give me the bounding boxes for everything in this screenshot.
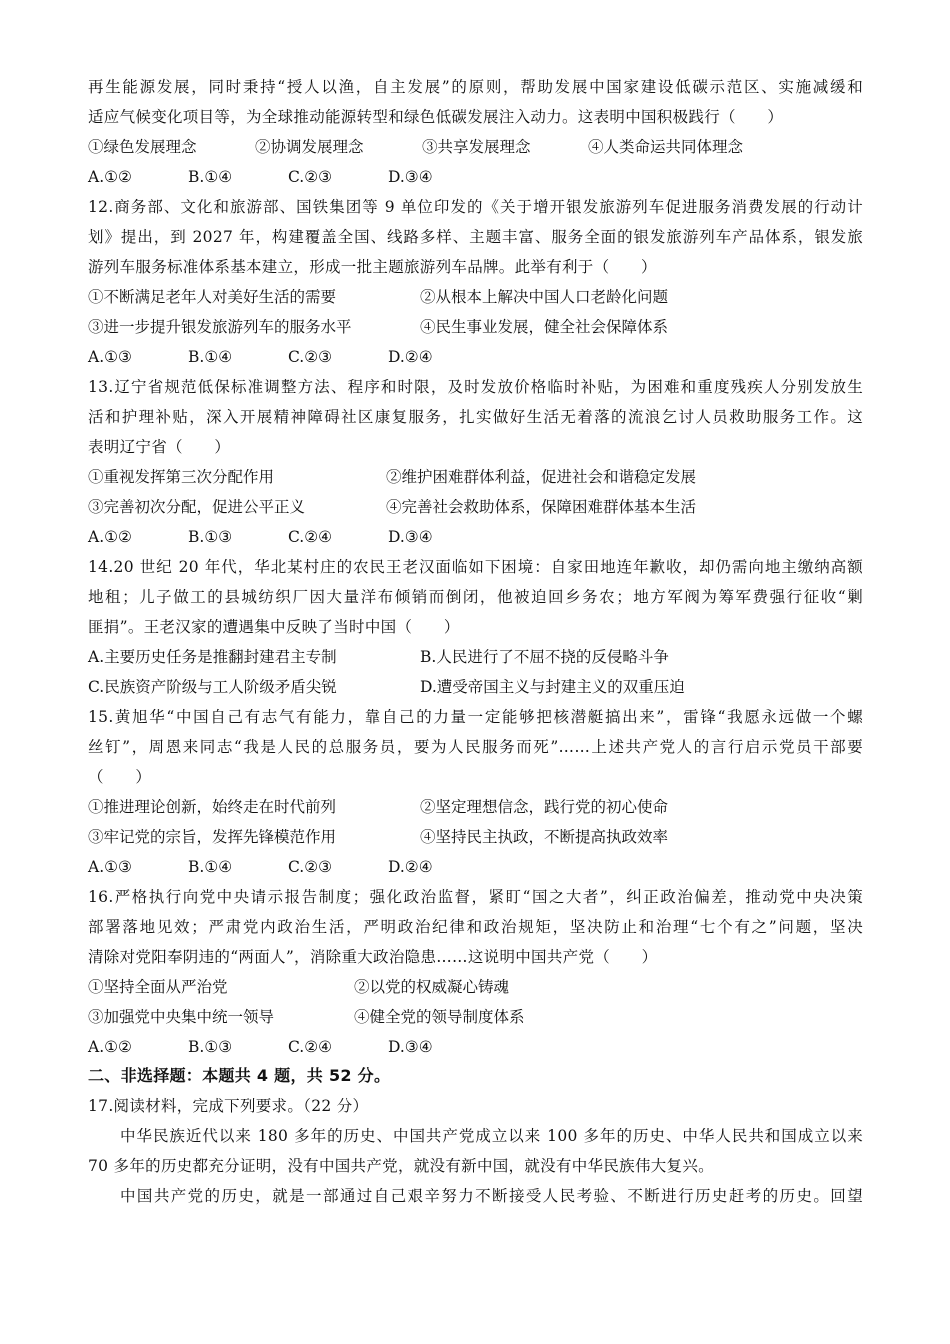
q11-item-1: ①绿色发展理念	[88, 138, 197, 156]
q12-choice-b: B.①④	[188, 348, 233, 366]
q12-choice-a: A.①③	[88, 348, 132, 366]
q15-choice-c: C.②③	[288, 858, 333, 876]
q14-option-b: B.人民进行了不屈不挠的反侵略斗争	[420, 648, 669, 666]
q11-choice-d: D.③④	[388, 168, 433, 186]
q15-choice-b: B.①④	[188, 858, 233, 876]
q13-line3: 表明辽宁省（ ）	[88, 438, 231, 456]
q15-choice-d: D.②④	[388, 858, 433, 876]
q16-line3: 清除对党阳奉阴违的“两面人”，消除重大政治隐患……这说明中国共产党（ ）	[88, 948, 658, 966]
q12-line1: 12.商务部、文化和旅游部、国铁集团等 9 单位印发的《关于增开银发旅游列车促进服务消费发展的行动计	[88, 198, 863, 216]
section-heading: 二、非选择题：本题共 4 题，共 52 分。	[88, 1066, 391, 1085]
q14-line2: 地租；儿子做工的县城纺织厂因大量洋布倾销而倒闭，他被迫回乡务农；地方军阀为筹军费强行征收“剿	[88, 588, 863, 606]
q13-line2: 活和护理补贴，深入开展精神障碍社区康复服务，扎实做好生活无着落的流浪乞讨人员救助服务工作。这	[88, 408, 863, 426]
q15-choice-a: A.①③	[88, 858, 132, 876]
q17-para1-line1: 中华民族近代以来 180 多年的历史、中国共产党成立以来 100 多年的历史、中华人民共和国成立以来	[120, 1127, 863, 1145]
q14-line3: 匪捐”。王老汉家的遭遇集中反映了当时中国（ ）	[88, 618, 460, 636]
q15-item-2: ②坚定理想信念，践行党的初心使命	[420, 798, 669, 816]
q14-option-c: C.民族资产阶级与工人阶级矛盾尖锐	[88, 678, 337, 696]
q11-choice-a: A.①②	[88, 168, 132, 186]
q13-item-2: ②维护困难群体利益，促进社会和谐稳定发展	[386, 468, 697, 486]
q16-choice-c: C.②④	[288, 1038, 333, 1056]
q13-line1: 13.辽宁省规范低保标准调整方法、程序和时限，及时发放价格临时补贴，为困难和重度残疾人分别发放生	[88, 378, 863, 396]
q12-item-3: ③进一步提升银发旅游列车的服务水平	[88, 318, 352, 336]
q15-item-1: ①推进理论创新，始终走在时代前列	[88, 798, 337, 816]
q12-item-2: ②从根本上解决中国人口老龄化问题	[420, 288, 669, 306]
q12-line3: 游列车服务标准体系基本建立，形成一批主题旅游列车品牌。此举有利于（ ）	[88, 258, 657, 276]
q13-choice-d: D.③④	[388, 528, 433, 546]
q12-choice-d: D.②④	[388, 348, 433, 366]
q16-item-2: ②以党的权威凝心铸魂	[354, 978, 510, 996]
q13-choice-b: B.①③	[188, 528, 233, 546]
q15-line2: 丝钉”，周恩来同志“我是人民的总服务员，要为人民服务而死”……上述共产党人的言行启示党员干部要	[88, 738, 863, 756]
q14-option-a: A.主要历史任务是推翻封建君主专制	[88, 648, 337, 666]
q16-choice-a: A.①②	[88, 1038, 132, 1056]
q13-item-4: ④完善社会救助体系，保障困难群体基本生活	[386, 498, 697, 516]
q11-line1: 再生能源发展，同时秉持“授人以渔，自主发展”的原则，帮助发展中国家建设低碳示范区、实施减缓和	[88, 78, 863, 96]
q13-choice-c: C.②④	[288, 528, 333, 546]
q13-item-3: ③完善初次分配，促进公平正义	[88, 498, 306, 516]
q14-line1: 14.20 世纪 20 年代，华北某村庄的农民王老汉面临如下困境：自家田地连年歉收，却仍需向地主缴纳高额	[88, 558, 863, 576]
q17-para1-line2: 70 多年的历史都充分证明，没有中国共产党，就没有新中国，就没有中华民族伟大复兴。	[88, 1157, 714, 1175]
q17-line1: 17.阅读材料，完成下列要求。（22 分）	[88, 1097, 369, 1115]
q11-choice-b: B.①④	[188, 168, 233, 186]
q11-line2: 适应气候变化项目等，为全球推动能源转型和绿色低碳发展注入动力。这表明中国积极践行（ ）	[88, 108, 784, 126]
q17-para2-line1: 中国共产党的历史，就是一部通过自己艰辛努力不断接受人民考验、不断进行历史赶考的历史。回望	[120, 1187, 863, 1205]
q16-line2: 部署落地见效；严肃党内政治生活，严明政治纪律和政治规矩，坚决防止和治理“七个有之”问题，坚决	[88, 918, 863, 936]
q15-item-4: ④坚持民主执政，不断提高执政效率	[420, 828, 669, 846]
q11-item-2: ②协调发展理念	[255, 138, 364, 156]
q14-option-d: D.遭受帝国主义与封建主义的双重压迫	[420, 678, 685, 696]
q15-item-3: ③牢记党的宗旨，发挥先锋模范作用	[88, 828, 337, 846]
q16-item-1: ①坚持全面从严治党	[88, 978, 228, 996]
q16-choice-d: D.③④	[388, 1038, 433, 1056]
q15-line3: （ ）	[88, 768, 152, 786]
q11-choice-c: C.②③	[288, 168, 333, 186]
q11-item-4: ④人类命运共同体理念	[588, 138, 744, 156]
q11-item-3: ③共享发展理念	[422, 138, 531, 156]
q12-item-1: ①不断满足老年人对美好生活的需要	[88, 288, 337, 306]
q16-item-3: ③加强党中央集中统一领导	[88, 1008, 275, 1026]
q15-line1: 15.黄旭华“中国自己有志气有能力，靠自己的力量一定能够把核潜艇搞出来”，雷锋“我愿永远做一个螺	[88, 708, 863, 726]
q13-item-1: ①重视发挥第三次分配作用	[88, 468, 275, 486]
q13-choice-a: A.①②	[88, 528, 132, 546]
q12-item-4: ④民生事业发展，健全社会保障体系	[420, 318, 669, 336]
q12-line2: 划》提出，到 2027 年，构建覆盖全国、线路多样、主题丰富、服务全面的银发旅游列车产品体系，银发旅	[88, 228, 863, 246]
q16-line1: 16.严格执行向党中央请示报告制度；强化政治监督，紧盯“国之大者”，纠正政治偏差，推动党中央决策	[88, 888, 863, 906]
q16-item-4: ④健全党的领导制度体系	[354, 1008, 525, 1026]
q16-choice-b: B.①③	[188, 1038, 233, 1056]
q12-choice-c: C.②③	[288, 348, 333, 366]
